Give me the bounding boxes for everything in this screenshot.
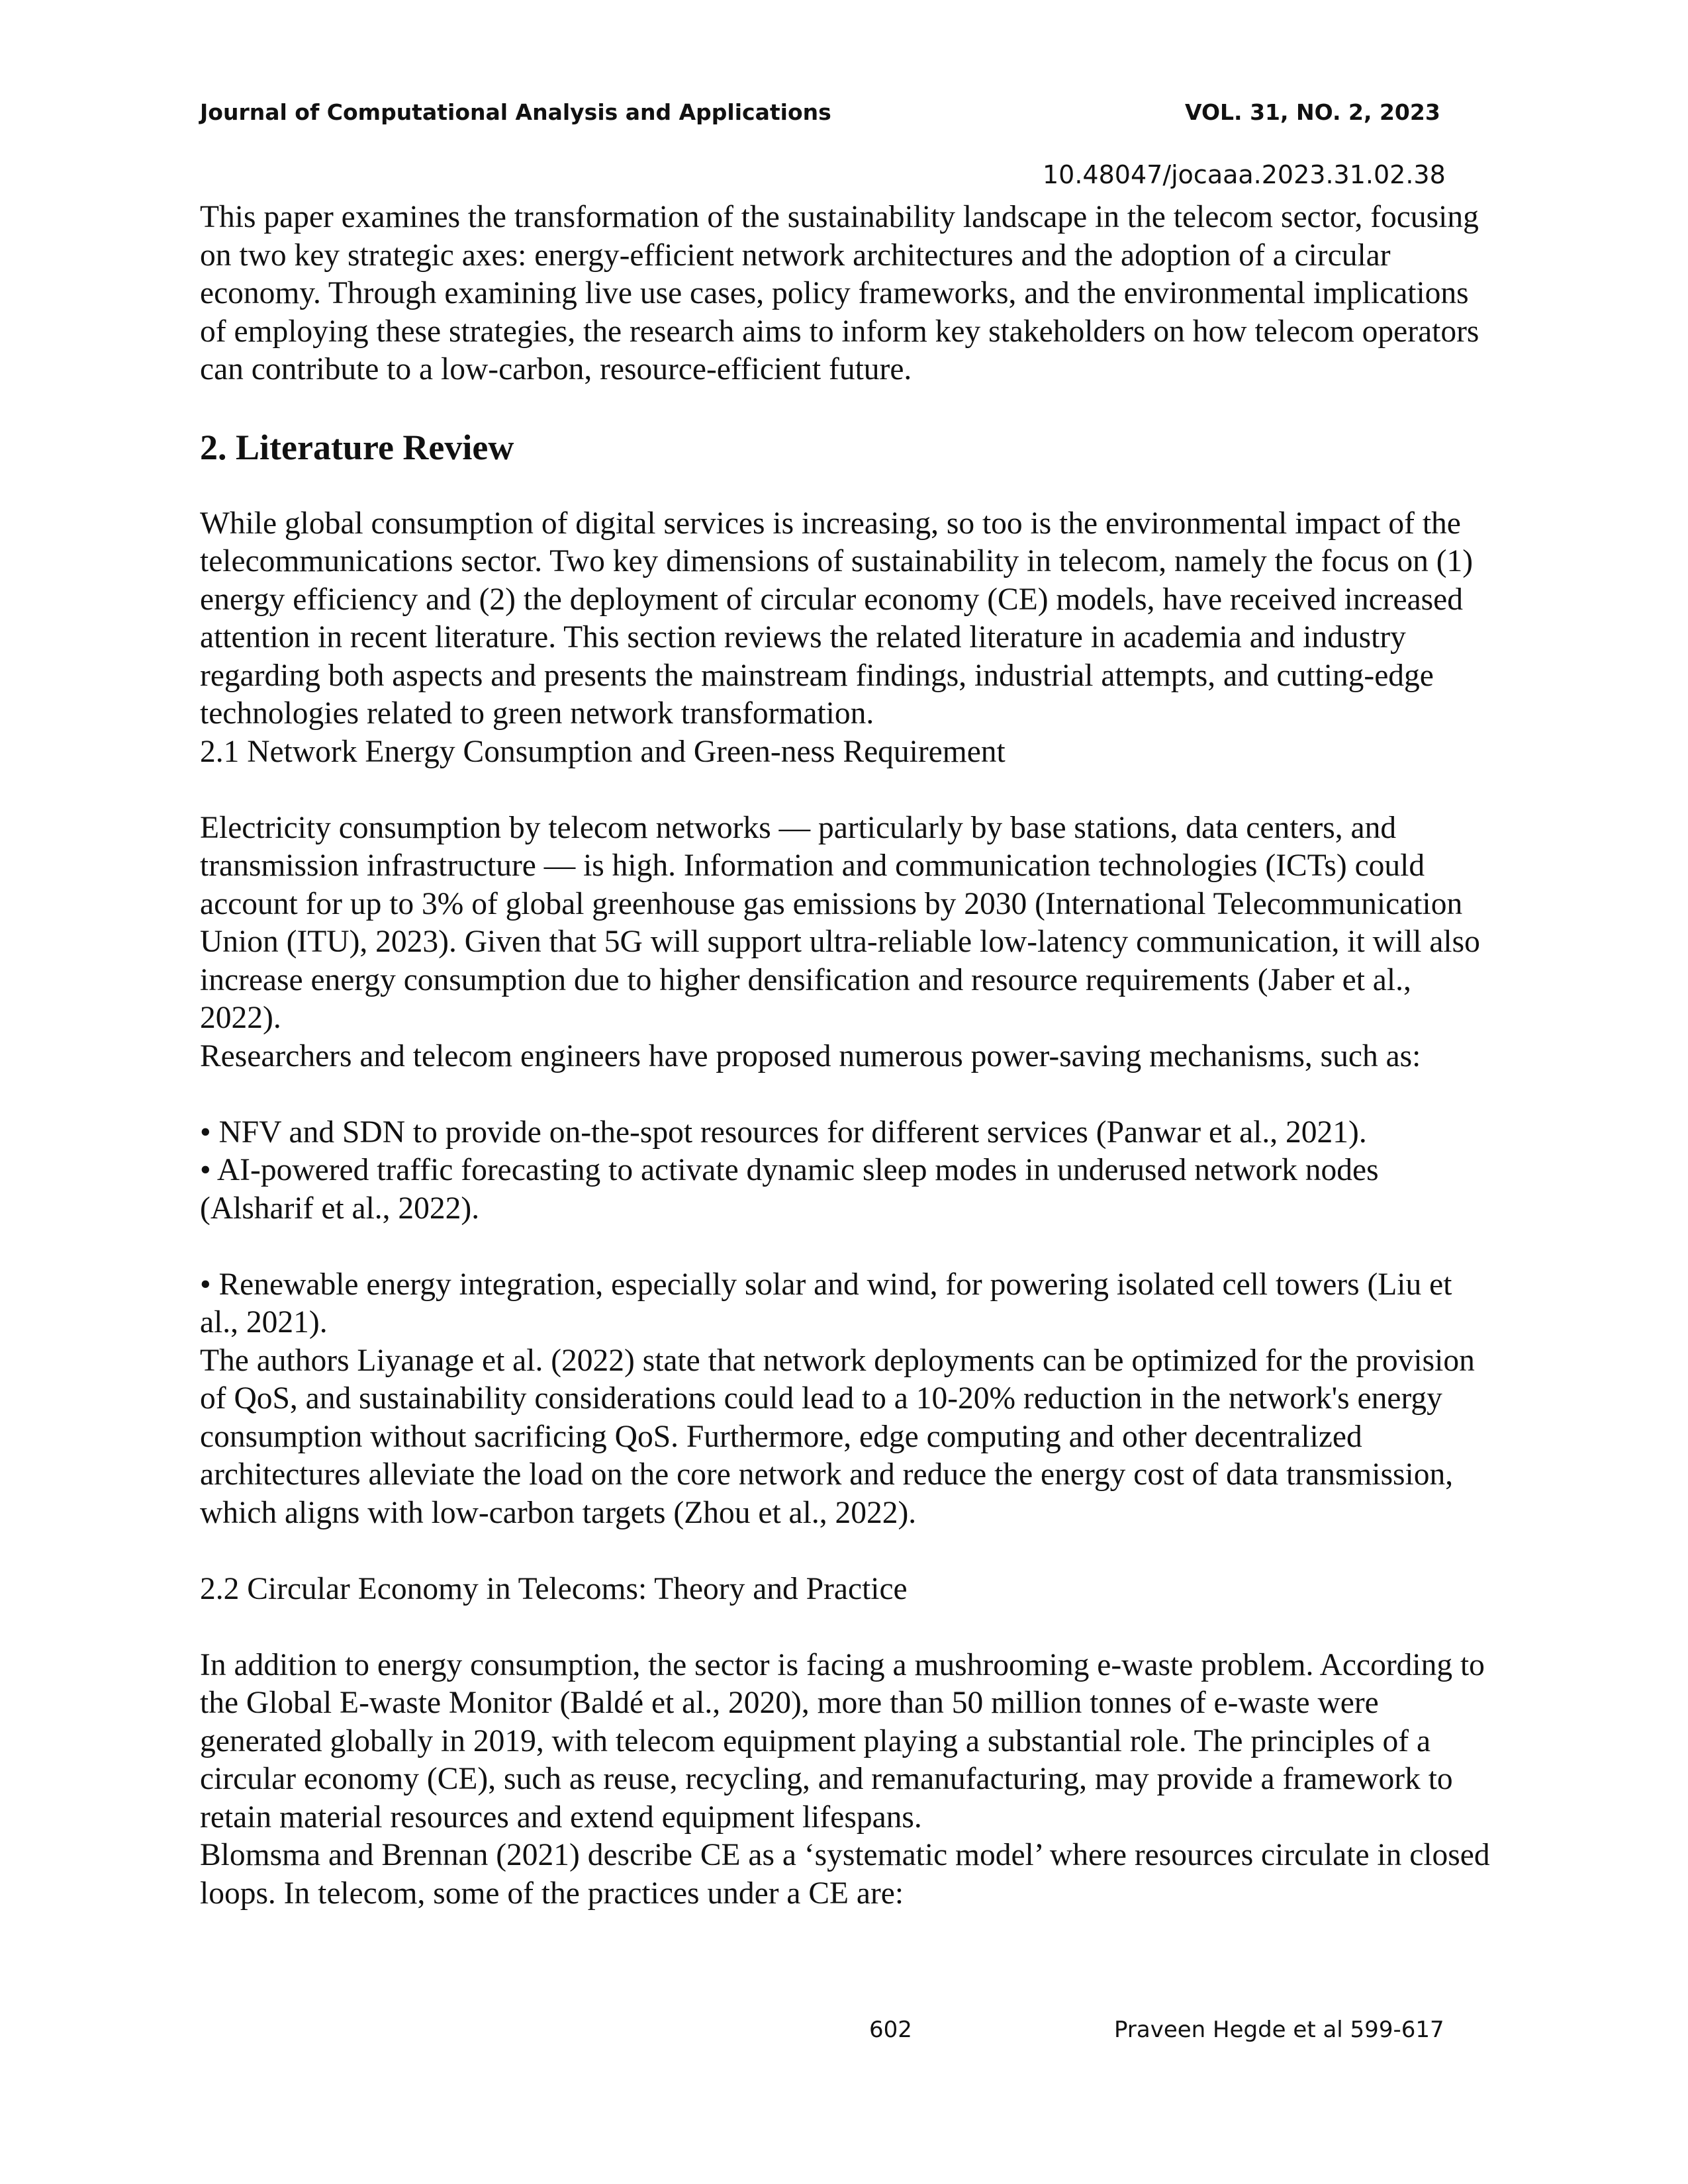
intro-paragraph: This paper examines the transformation of the sustainability landscape in the telecom sector, focusing on two key strategic axes: energy-efficient network architectures and the adoption of a circular economy. Through examining live use cases, policy frameworks, and the environmental implications of employing these strategies, the research aims to inform key stakeholders on how telecom operators can contribute to a low-carbon, resource-efficient future.: [200, 200, 1479, 387]
volume-issue: VOL. 31, NO. 2, 2023: [1185, 99, 1440, 125]
subsection-heading-2-1: 2.1 Network Energy Consumption and Green-ness Requirement: [200, 734, 1006, 769]
doi: 10.48047/jocaaa.2023.31.02.38: [1043, 160, 1446, 189]
energy-consumption-paragraph: Electricity consumption by telecom networks — particularly by base stations, data centers, and transmission infrastructure — is high. Information and communication technologies (ICTs) could account for up to 3% of global greenhouse gas emissions by 2030 (International Telecommunication Union (ITU), 2023). Given that 5G will support ultra-reliable low-latency communication, it will also increase energy consumption due to higher densification and resource requirements (Jaber et al., 2022).: [200, 810, 1480, 1035]
ewaste-paragraph: In addition to energy consumption, the sector is facing a mushrooming e-waste problem. According to the Global E-waste Monitor (Baldé et al., 2020), more than 50 million tonnes of e-waste were generated globally in 2019, with telecom equipment playing a substantial role. The principles of a circular economy (CE), such as reuse, recycling, and remanufacturing, may provide a framework to retain material resources and extend equipment lifespans.: [200, 1647, 1485, 1835]
page-body: [200, 199, 1497, 1913]
section-heading: 2. Literature Review: [200, 427, 514, 467]
author-page-range: Praveen Hegde et al 599-617: [1114, 2017, 1444, 2043]
subsection-heading-2-2: 2.2 Circular Economy in Telecoms: Theory and Practice: [200, 1571, 908, 1606]
blomsma-paragraph: Blomsma and Brennan (2021) describe CE as a ‘systematic model’ where resources circulate in closed loops. In telecom, some of the practices under a CE are:: [200, 1838, 1490, 1911]
bullet-nfv-sdn: • NFV and SDN to provide on-the-spot resources for different services (Panwar et al., 2021).: [200, 1115, 1367, 1150]
page-number: 602: [869, 2017, 912, 2043]
literature-review-paragraph: While global consumption of digital services is increasing, so too is the environmental impact of the telecommunications sector. Two key dimensions of sustainability in telecom, namely the focus on (1) energy efficiency and (2) the deployment of circular economy (CE) models, have received increased attention in recent literature. This section reviews the related literature in academia and industry regarding both aspects and presents the mainstream findings, industrial attempts, and cutting-edge technologies related to green network transformation.: [200, 506, 1474, 731]
journal-title: Journal of Computational Analysis and Applications: [200, 99, 831, 125]
bullet-ai-forecasting: • AI-powered traffic forecasting to activate dynamic sleep modes in underused network nodes (Alsharif et al., 2022).: [200, 1153, 1379, 1226]
bullet-renewable-energy: • Renewable energy integration, especially solar and wind, for powering isolated cell towers (Liu et al., 2021).: [200, 1267, 1452, 1340]
mechanisms-intro: Researchers and telecom engineers have proposed numerous power-saving mechanisms, such as:: [200, 1038, 1421, 1073]
liyanage-paragraph: The authors Liyanage et al. (2022) state that network deployments can be optimized for the provision of QoS, and sustainability considerations could lead to a 10-20% reduction in the network's energy consumption without sacrificing QoS. Furthermore, edge computing and other decentralized architectures alleviate the load on the core network and reduce the energy cost of data transmission, which aligns with low-carbon targets (Zhou et al., 2022).: [200, 1343, 1475, 1530]
